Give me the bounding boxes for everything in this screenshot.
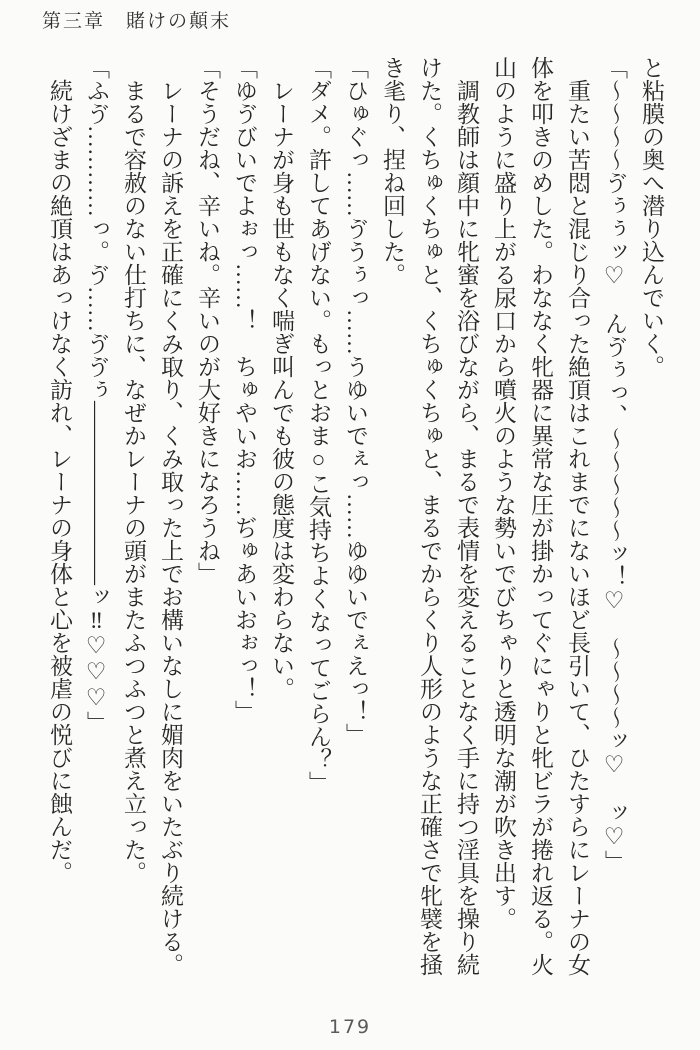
page-number: 179	[328, 1016, 372, 1038]
paragraph: 「ふゔ…………っ。ゔ……ゔゔぅ————————ッ‼♡♡♡」	[84, 56, 109, 734]
paragraph: まるで容赦のない仕打ちに、なぜかレーナの頭がまたふつふつと煮え立った。	[121, 56, 146, 884]
paragraph: 「ひゅぐっ……ゔうぅっ……うゆいでぇっ……ゆゆいでぇえっ！」	[343, 56, 368, 746]
paragraph: レーナが身も世もなく喘ぎ叫んでも彼の態度は変わらない。	[269, 56, 294, 700]
vertical-text-block	[36, 56, 670, 982]
paragraph: 「～～～～ゔぅぅッ♡ んゔぅっ、～～～～～ッ！♡ ～～～～ッ♡ ッ♡」	[602, 56, 627, 873]
paragraph: と粘膜の奥へ潜り込んでいく。	[639, 56, 664, 378]
paragraph: 「そうだね、辛いね。辛いのが大好きになろうね」	[195, 56, 220, 585]
paragraph: レーナの訴えを正確にくみ取り、くみ取った上でお構いなしに媚肉をいたぶり続ける。	[158, 56, 183, 976]
paragraph: 「ゆゔびいでよぉっ……！ ちゅやいお……ぢゅあいおぉっ！」	[232, 56, 257, 723]
paragraph: 重たい苦悶と混じり合った絶頂はこれまでにないほど長引いて、ひたすらにレーナの女体を叩きのめした。わななく牝器に異常な圧が掛かってぐにゃりと牝ビラが捲れ返る。火山のように盛り上がる尿口から噴火のような勢いでびちゃりと透明な潮が吹き出す。	[491, 56, 590, 976]
paragraph: 「ダメ。許してあげない。もっとおま○こ気持ちよくなってごらん？」	[306, 56, 331, 794]
chapter-title: 第三章 賭けの顛末	[42, 11, 232, 32]
paragraph: 続けざまの絶頂はあっけなく訪れ、レーナの身体と心を被虐の悦びに蝕んだ。	[47, 56, 72, 884]
paragraph: 調教師は顔中に牝蜜を浴びながら、まるで表情を変えることなく手に持つ淫具を操り続けた。くちゅくちゅと、くちゅくちゅと、まるでからくり人形のような正確さで牝襞を掻き毟り、捏ね回した。	[380, 56, 479, 976]
